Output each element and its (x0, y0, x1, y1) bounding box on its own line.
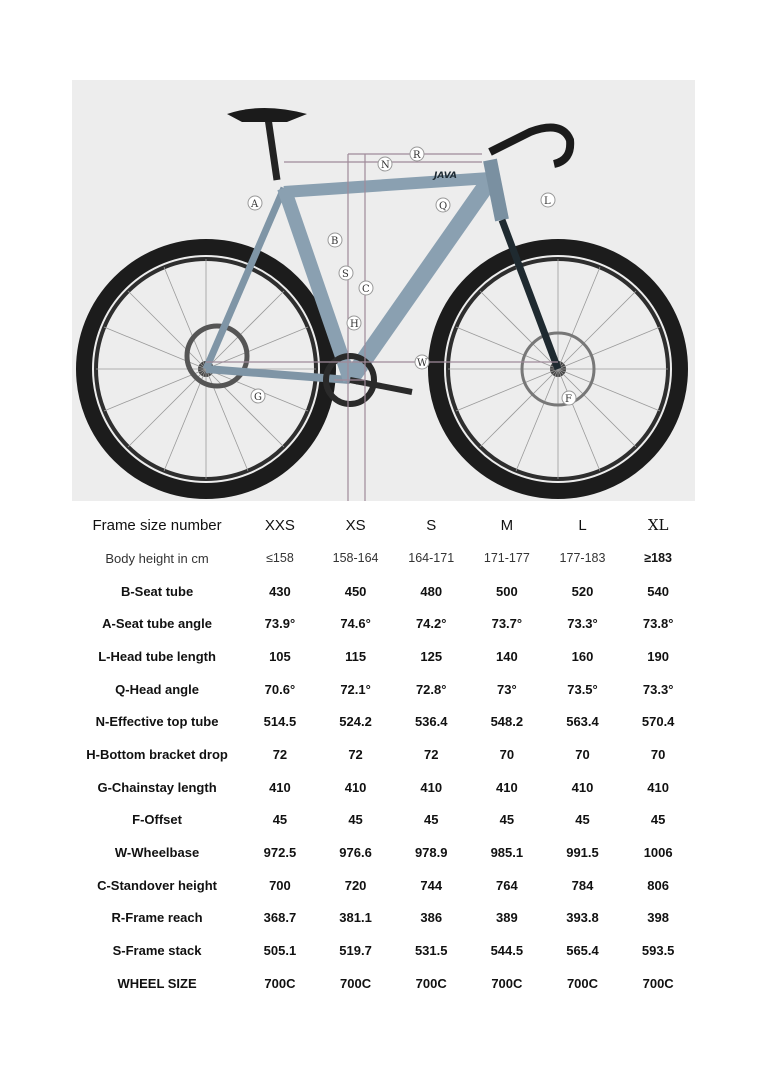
row-label: L-Head tube length (98, 648, 216, 664)
table-cell: 500 (496, 583, 518, 599)
table-cell: 700 (269, 877, 291, 893)
header-frame-size: Frame size number (92, 516, 222, 534)
table-cell: 45 (650, 812, 666, 828)
table-cell: 164-171 (408, 551, 455, 566)
table-row (72, 640, 696, 673)
table-cell: 45 (423, 812, 439, 828)
table-cell: 536.4 (414, 714, 448, 730)
svg-text:L: L (544, 196, 551, 207)
table-cell: 410 (269, 779, 291, 795)
marker-n (378, 157, 392, 171)
table-cell: 544.5 (490, 943, 524, 959)
table-cell: 410 (420, 779, 443, 795)
table-cell: 45 (348, 812, 363, 828)
table-cell: 73.5° (567, 681, 598, 697)
svg-text:W: W (417, 358, 428, 369)
table-cell: 70 (575, 746, 590, 762)
marker-s (339, 266, 353, 280)
table-cell: 985.1 (490, 845, 524, 861)
table-cell: 368.7 (263, 910, 297, 926)
table-cell: 976.6 (339, 845, 372, 861)
table-cell: 450 (344, 583, 367, 599)
table-cell: 72 (272, 746, 288, 762)
row-label: H-Bottom bracket drop (86, 746, 228, 762)
header-size: M (500, 516, 514, 534)
svg-text:F: F (565, 394, 572, 405)
row-label: B-Seat tube (120, 583, 194, 599)
table-cell: 410 (571, 779, 594, 795)
table-cell: 410 (647, 779, 669, 795)
table-header-row (72, 508, 696, 542)
table-cell: 978.9 (414, 845, 448, 861)
table-cell: 73.3° (567, 616, 598, 632)
svg-text:S: S (342, 269, 349, 280)
brand-logo: JAVA (434, 171, 458, 181)
table-cell: 563.4 (566, 714, 599, 730)
table-row (72, 804, 696, 837)
table-row (72, 542, 696, 575)
table-cell: 177-183 (559, 551, 606, 566)
table-cell: 398 (647, 910, 669, 926)
table-cell: 45 (575, 812, 590, 828)
table-cell: 73.3° (642, 681, 674, 697)
svg-text:C: C (362, 284, 370, 295)
table-cell: 70 (650, 746, 666, 762)
table-cell: 548.2 (490, 714, 524, 730)
marker-c (359, 281, 373, 295)
table-cell: 700C (642, 975, 674, 991)
row-label: R-Frame reach (111, 910, 203, 926)
bike-illustration (72, 80, 695, 501)
table-cell: 73.9° (264, 616, 296, 632)
table-row (72, 607, 696, 640)
header-size: XXS (264, 516, 295, 534)
table-cell: 45 (499, 812, 515, 828)
table-cell: 520 (571, 583, 594, 599)
table-row (72, 836, 696, 869)
row-label: WHEEL SIZE (117, 975, 197, 991)
table-cell: ≥183 (644, 551, 673, 566)
table-cell: 570.4 (641, 714, 675, 730)
table-cell: 72.1° (340, 681, 371, 697)
table-cell: 393.8 (566, 910, 599, 926)
marker-r (410, 147, 424, 161)
table-cell: 160 (571, 648, 594, 664)
bike-geometry-photo (72, 80, 695, 501)
svg-text:R: R (413, 150, 421, 161)
marker-h (347, 316, 361, 330)
table-cell: 105 (269, 648, 291, 664)
header-size: L (578, 516, 587, 534)
table-cell: 700C (566, 975, 599, 991)
marker-w (415, 355, 429, 369)
table-cell: 519.7 (339, 943, 372, 959)
table-cell: 806 (647, 877, 669, 893)
row-label: A-Seat tube angle (102, 616, 212, 632)
header-size: XL (647, 516, 669, 534)
table-row (72, 705, 696, 738)
table-row (72, 575, 696, 608)
table-row (72, 738, 696, 771)
table-cell: 505.1 (263, 943, 297, 959)
table-cell: 70 (499, 746, 515, 762)
table-cell: 565.4 (566, 943, 599, 959)
table-cell: 531.5 (414, 943, 448, 959)
table-cell: 72 (348, 746, 363, 762)
table-cell: 140 (496, 648, 518, 664)
marker-q (436, 198, 450, 212)
row-label: Body height in cm (105, 550, 209, 566)
table-cell: 73.8° (642, 616, 674, 632)
row-label: W-Wheelbase (114, 845, 200, 861)
table-cell: 700C (264, 975, 296, 991)
table-cell: 72.8° (415, 681, 447, 697)
table-cell: 72 (423, 746, 439, 762)
table-row (72, 771, 696, 804)
table-cell: 389 (496, 910, 518, 926)
table-cell: 744 (420, 877, 443, 893)
table-cell: 480 (420, 583, 443, 599)
table-row (72, 902, 696, 935)
table-cell: 74.2° (415, 616, 447, 632)
row-label: N-Effective top tube (95, 714, 219, 730)
table-cell: 764 (496, 877, 518, 893)
table-cell: 115 (345, 648, 367, 664)
table-cell: ≤158 (266, 551, 294, 566)
marker-b (328, 233, 342, 247)
table-cell: 524.2 (339, 714, 372, 730)
table-row (72, 673, 696, 706)
table-cell: 593.5 (641, 943, 675, 959)
marker-f (562, 391, 576, 405)
table-cell: 45 (272, 812, 288, 828)
table-cell: 386 (420, 910, 443, 926)
table-cell: 410 (344, 779, 367, 795)
table-cell: 700C (340, 975, 372, 991)
table-cell: 1006 (643, 845, 673, 861)
table-cell: 381.1 (339, 910, 372, 926)
table-cell: 700C (415, 975, 447, 991)
table-row (72, 934, 696, 967)
svg-text:A: A (251, 199, 259, 210)
svg-text:Q: Q (439, 201, 448, 212)
table-cell: 720 (344, 877, 367, 893)
row-label: F-Offset (132, 812, 182, 828)
row-label: C-Standover height (97, 877, 217, 893)
svg-text:N: N (381, 160, 390, 171)
table-cell: 190 (647, 648, 669, 664)
header-size: S (426, 516, 437, 534)
row-label: S-Frame stack (112, 943, 202, 959)
table-row (72, 869, 696, 902)
table-cell: 514.5 (263, 714, 297, 730)
table-cell: 73.7° (491, 616, 523, 632)
table-row (72, 967, 696, 1000)
table-cell: 125 (420, 648, 443, 664)
svg-text:B: B (331, 236, 339, 247)
table-cell: 991.5 (566, 845, 599, 861)
table-cell: 158-164 (332, 551, 379, 566)
marker-g (251, 389, 265, 403)
table-cell: 784 (571, 877, 594, 893)
table-cell: 73° (497, 681, 517, 697)
table-cell: 430 (269, 583, 291, 599)
table-cell: 540 (647, 583, 669, 599)
table-cell: 410 (496, 779, 518, 795)
geometry-table (72, 508, 696, 1000)
svg-text:G: G (254, 392, 262, 403)
table-cell: 171-177 (483, 551, 530, 566)
svg-text:H: H (350, 319, 359, 330)
marker-a (248, 196, 262, 210)
table-cell: 70.6° (264, 681, 296, 697)
table-cell: 972.5 (263, 845, 297, 861)
table-cell: 700C (491, 975, 523, 991)
header-size: XS (345, 516, 366, 534)
row-label: Q-Head angle (115, 681, 199, 697)
table-cell: 74.6° (340, 616, 371, 632)
marker-l (541, 193, 555, 207)
row-label: G-Chainstay length (97, 779, 217, 795)
